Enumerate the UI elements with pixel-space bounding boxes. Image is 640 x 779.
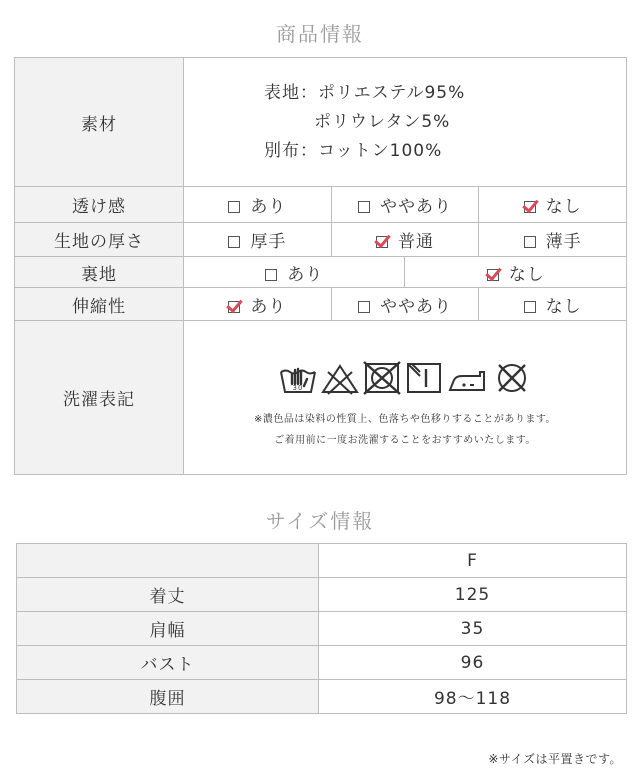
option-text: あり	[287, 264, 324, 285]
care-label: 洗濯表記	[15, 321, 184, 475]
no-bleach-icon	[320, 360, 360, 396]
no-dry-clean-icon	[492, 360, 532, 396]
checkbox-icon	[358, 301, 370, 313]
size-info-heading: サイズ情報	[265, 509, 375, 533]
option-text: ややあり	[379, 197, 452, 217]
iron-low-icon	[446, 360, 490, 396]
size-header-f: F	[319, 544, 627, 578]
table-row	[17, 612, 627, 646]
size-footnote: ※サイズは平置きです。	[488, 752, 622, 766]
checkbox-icon	[524, 236, 536, 248]
transparency-row	[15, 187, 627, 223]
checked-checkbox-icon	[487, 269, 499, 281]
care-note-2: ご着用前に一度お洗濯することをおすすめいたします。	[274, 434, 536, 446]
option-text: なし	[545, 296, 582, 317]
option-text: 厚手	[250, 232, 287, 252]
care-row	[15, 321, 627, 475]
thickness-option-2	[331, 223, 479, 257]
care-icons	[184, 360, 626, 396]
stretch-option-1	[184, 288, 332, 321]
care-note-1: ※濃色品は染料の性質上、色落ちや色移りすることがあります。	[253, 413, 557, 425]
checked-checkbox-icon	[376, 236, 388, 248]
checked-checkbox-icon	[228, 301, 240, 313]
size-label: 肩幅	[17, 612, 319, 646]
size-label: バスト	[17, 646, 319, 680]
no-tumble-dry-icon	[362, 360, 402, 396]
care-value	[184, 321, 627, 475]
size-header-row	[17, 544, 627, 578]
size-header-blank	[17, 544, 319, 578]
option-text: あり	[250, 296, 287, 317]
size-value: 35	[319, 612, 627, 646]
material-line-2: ポリウレタン5%	[314, 111, 451, 132]
lining-label: 裏地	[15, 257, 184, 288]
transparency-option-3	[479, 187, 627, 223]
size-value: 98〜118	[319, 680, 627, 714]
size-value: 96	[319, 646, 627, 680]
option-text: なし	[508, 264, 545, 285]
transparency-option-1	[184, 187, 332, 223]
product-info-table	[14, 57, 627, 475]
checkbox-icon	[228, 201, 240, 213]
stretch-option-3	[479, 288, 627, 321]
thickness-option-3	[479, 223, 627, 257]
option-text: あり	[250, 197, 287, 217]
thickness-label: 生地の厚さ	[15, 223, 184, 257]
size-table	[16, 543, 627, 714]
option-text: なし	[545, 197, 582, 217]
stretch-option-2	[331, 288, 479, 321]
table-row	[17, 578, 627, 612]
hand-wash-30-icon	[278, 360, 318, 396]
option-text: 薄手	[545, 232, 582, 252]
product-info-heading: 商品情報	[276, 22, 364, 46]
checked-checkbox-icon	[524, 201, 536, 213]
thickness-option-1	[184, 223, 332, 257]
checkbox-icon	[358, 201, 370, 213]
table-row	[17, 646, 627, 680]
drip-dry-shade-icon	[404, 360, 444, 396]
stretch-row	[15, 288, 627, 321]
lining-row	[15, 257, 627, 288]
table-row	[17, 680, 627, 714]
option-text: 普通	[397, 232, 434, 252]
checkbox-icon	[265, 269, 277, 281]
material-line-1: 表地：ポリエステル95%	[264, 82, 466, 103]
checkbox-icon	[228, 236, 240, 248]
transparency-option-2	[331, 187, 479, 223]
stretch-label: 伸縮性	[15, 288, 184, 321]
option-text: ややあり	[379, 296, 452, 317]
transparency-label: 透け感	[15, 187, 184, 223]
material-value	[184, 58, 627, 187]
size-value: 125	[319, 578, 627, 612]
lining-option-1	[184, 257, 405, 288]
thickness-row	[15, 223, 627, 257]
material-label: 素材	[15, 58, 184, 187]
size-label: 腹囲	[17, 680, 319, 714]
lining-option-2	[405, 257, 627, 288]
checkbox-icon	[524, 301, 536, 313]
svg-text:30: 30	[292, 383, 304, 392]
material-line-3: 別布：コットン100%	[264, 140, 443, 161]
size-label: 着丈	[17, 578, 319, 612]
